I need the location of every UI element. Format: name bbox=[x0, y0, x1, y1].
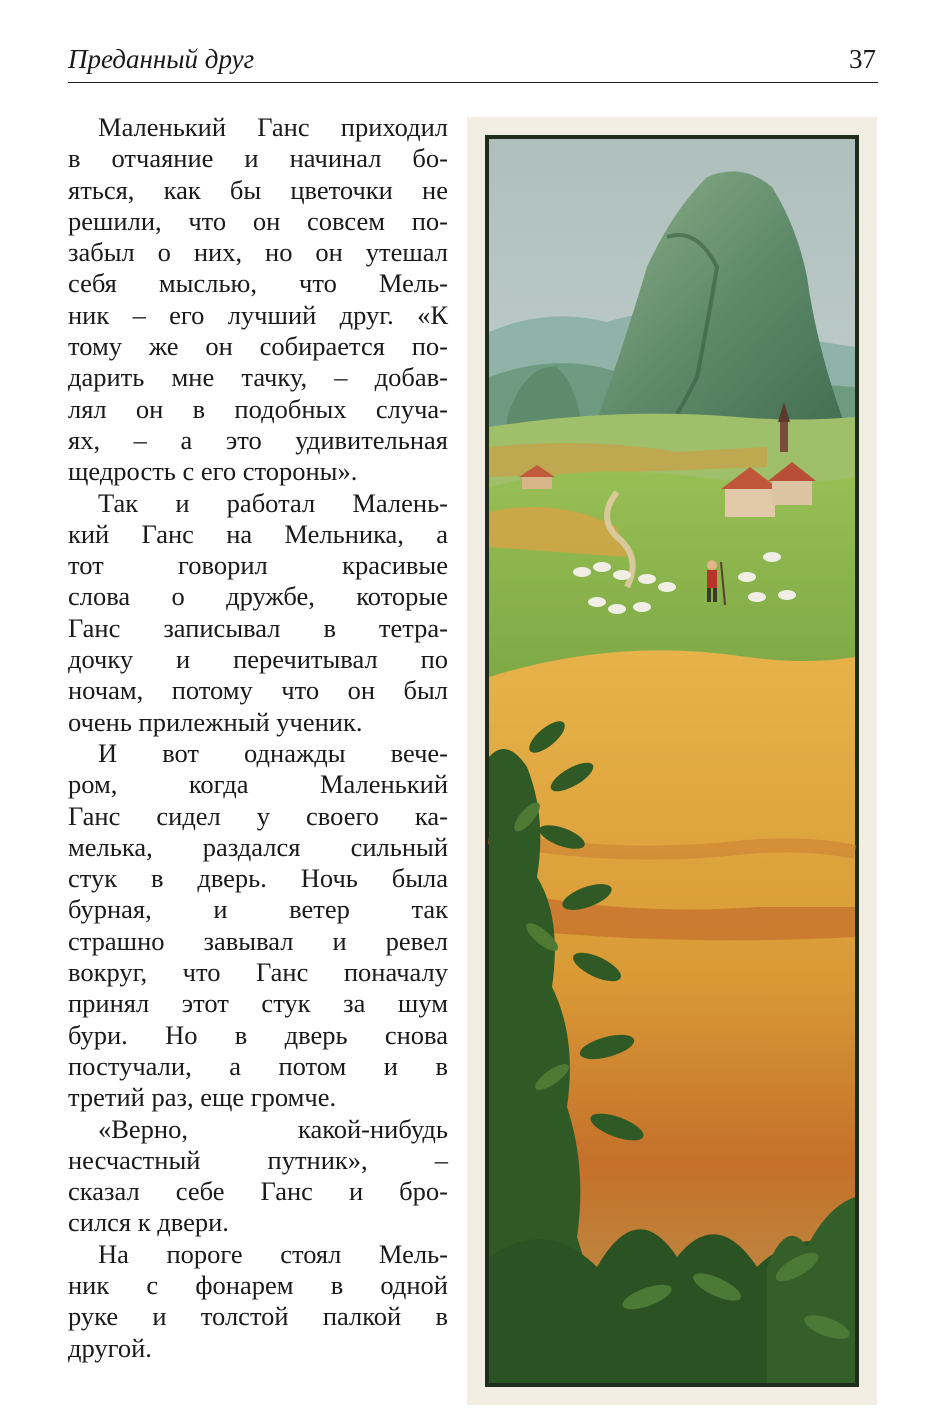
text-line: кий Ганс на Мельника, а bbox=[68, 518, 448, 549]
text-line: дарить мне тачку, – добав- bbox=[68, 362, 448, 393]
text-line: ром, когда Маленький bbox=[68, 769, 448, 800]
shepherd-coat bbox=[707, 570, 717, 588]
text-line: ник – его лучший друг. «К bbox=[68, 299, 448, 330]
text-line: решили, что он совсем по- bbox=[68, 205, 448, 236]
sheep bbox=[593, 562, 611, 572]
text-line: очень прилежный ученик. bbox=[68, 706, 363, 737]
church-tower bbox=[780, 422, 788, 452]
sheep bbox=[588, 597, 606, 607]
text-line: себя мыслью, что Мель- bbox=[68, 268, 448, 299]
text-line: ник с фонарем в одной bbox=[68, 1269, 448, 1300]
sheep bbox=[658, 582, 676, 592]
text-line: яться, как бы цветочки не bbox=[68, 174, 448, 205]
text-line: ях, – а это удивительная bbox=[68, 424, 448, 455]
text-line: мелька, раздался сильный bbox=[68, 831, 448, 862]
text-line: страшно завывал и ревел bbox=[68, 925, 448, 956]
sheep bbox=[613, 570, 631, 580]
text-line: «Верно, какой-нибудь bbox=[98, 1113, 448, 1144]
text-line: руке и толстой палкой в bbox=[68, 1301, 448, 1332]
text-line: бурная, и ветер так bbox=[68, 894, 448, 925]
sheep bbox=[778, 590, 796, 600]
text-line: тот говорил красивые bbox=[68, 550, 448, 581]
sheep bbox=[638, 574, 656, 584]
text-line: вокруг, что Ганс поначалу bbox=[68, 957, 448, 988]
text-line: слова о дружбе, которые bbox=[68, 581, 448, 612]
text-line: дочку и перечитывал по bbox=[68, 644, 448, 675]
sheep bbox=[633, 602, 651, 612]
sheep bbox=[763, 552, 781, 562]
text-line: тому же он собирается по- bbox=[68, 331, 448, 362]
sheep bbox=[573, 567, 591, 577]
paragraph bbox=[68, 738, 448, 1114]
text-line: Маленький Ганс приходил bbox=[98, 112, 448, 142]
paragraph bbox=[68, 1114, 448, 1239]
text-line: стук в дверь. Ночь была bbox=[68, 863, 448, 894]
text-line: Ганс сидел у своего ка- bbox=[68, 800, 448, 831]
text-line: другой. bbox=[68, 1332, 152, 1363]
text-line: И вот однажды вече- bbox=[98, 737, 448, 768]
text-line: несчастный путник», – bbox=[68, 1144, 448, 1175]
text-line: третий раз, еще громче. bbox=[68, 1082, 337, 1113]
running-title: Преданный друг bbox=[68, 44, 255, 74]
text-line: принял этот стук за шум bbox=[68, 988, 448, 1019]
body-text bbox=[68, 112, 448, 1364]
text-line: Ганс записывал в тетра- bbox=[68, 612, 448, 643]
house bbox=[725, 487, 775, 517]
paragraph bbox=[68, 112, 448, 488]
shepherd-head bbox=[707, 560, 717, 570]
paragraph bbox=[68, 488, 448, 738]
house bbox=[522, 475, 552, 489]
text-line: лял он в подобных случа- bbox=[68, 393, 448, 424]
shepherd-leg bbox=[707, 588, 711, 602]
text-line: сказал себе Ганс и бро- bbox=[68, 1176, 448, 1207]
text-line: бури. Но в дверь снова bbox=[68, 1019, 448, 1050]
text-line: Так и работал Малень- bbox=[98, 487, 448, 518]
sheep bbox=[748, 592, 766, 602]
text-line: щедрость с его стороны». bbox=[68, 456, 358, 487]
text-line: забыл о них, но он утешал bbox=[68, 237, 448, 268]
landscape-illustration bbox=[467, 117, 877, 1405]
page-number: 37 bbox=[849, 44, 876, 74]
sheep bbox=[738, 572, 756, 582]
house bbox=[772, 479, 812, 505]
illustration-canvas bbox=[467, 117, 877, 1405]
paragraph bbox=[68, 1239, 448, 1364]
text-line: постучали, а потом и в bbox=[68, 1050, 448, 1081]
shepherd-leg bbox=[713, 588, 717, 602]
page-header bbox=[68, 40, 878, 83]
sheep bbox=[608, 604, 626, 614]
text-line: в отчаяние и начинал бо- bbox=[68, 143, 448, 174]
text-line: сился к двери. bbox=[68, 1207, 229, 1238]
text-line: На пороге стоял Мель- bbox=[98, 1238, 448, 1269]
painting-area bbox=[489, 139, 855, 1383]
text-line: ночам, потому что он был bbox=[68, 675, 448, 706]
